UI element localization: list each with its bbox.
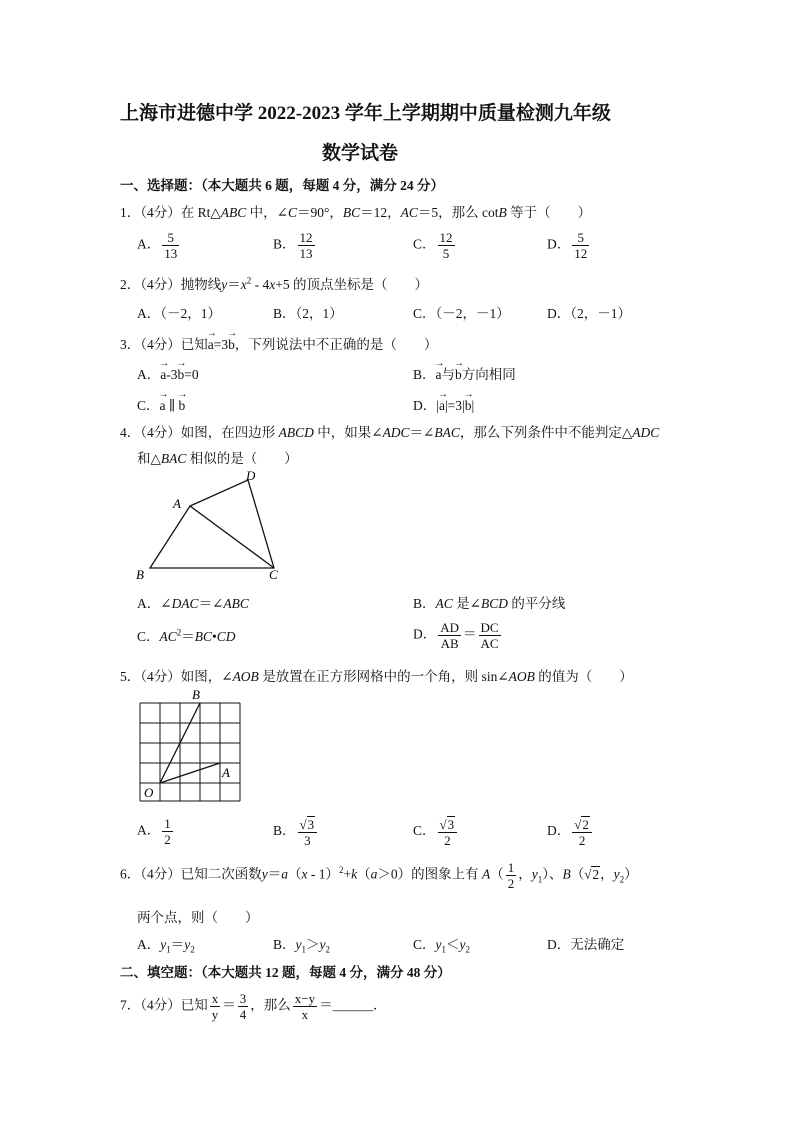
q5-option-b[interactable]: B． $\frac{√3}{3}$ bbox=[273, 816, 319, 848]
question-5-stem: 5．（4分）如图，∠AOB 是放置在正方形网格中的一个角，则 sin∠AOB 的值为（ ） bbox=[120, 669, 633, 684]
q3-option-a[interactable]: A．→ a-3→ b=0 bbox=[137, 363, 199, 383]
q5-option-a[interactable]: A． $\frac{1}{2}$ bbox=[137, 816, 171, 847]
q5-option-d[interactable]: D． $\frac{√2}{2}$ bbox=[547, 816, 594, 848]
q5-label-b: B bbox=[192, 687, 200, 702]
question-6-stem-line2: 两个点，则（ ） bbox=[137, 910, 259, 925]
q1-option-d[interactable]: D． $\frac{5}{12}$ bbox=[547, 230, 588, 261]
q3-option-d[interactable]: D．|→ a|=3|→ b| bbox=[413, 394, 474, 414]
q2-option-a[interactable]: A．（－2，1） bbox=[137, 306, 221, 321]
section-choice-heading: 一、选择题：（本大题共 6 题，每题 4 分，满分 24 分） bbox=[120, 178, 444, 193]
question-3-stem: 3．（4分）已知→ a=3→ b，下列说法中不正确的是（ ） bbox=[120, 333, 437, 353]
q5-label-a: A bbox=[222, 765, 230, 780]
q4-label-d: D bbox=[246, 468, 256, 483]
question-2-stem: 2．（4分）抛物线$y=x^2 - 4x+5$ 的顶点坐标是（ ） bbox=[120, 275, 428, 292]
question-1-stem: 1．（4分）在 Rt△ABC 中，∠C＝90°，BC＝12，AC＝5，那么 cotB 等于（ ） bbox=[120, 205, 592, 220]
q3-option-b[interactable]: B．→ a与→ b方向相同 bbox=[413, 363, 516, 383]
q4-option-a[interactable]: A．∠DAC＝∠ABC bbox=[137, 596, 249, 611]
title-line-1: 上海市进德中学 2022-2023 学年上学期期中质量检测九年级 bbox=[120, 103, 611, 124]
q4-diagonal-ac bbox=[190, 506, 274, 568]
q5-grid-figure bbox=[130, 686, 250, 804]
q1-option-c[interactable]: C． $\frac{12}{5}$ bbox=[413, 230, 453, 261]
q6-option-b[interactable]: B．$y_1>y_2$ bbox=[273, 937, 331, 955]
q6-option-d[interactable]: D．无法确定 bbox=[547, 937, 625, 952]
q2-option-c[interactable]: C．（－2，－1） bbox=[413, 306, 510, 321]
question-6-stem: 6．（4分）已知二次函数y＝a（x - 1）$^2$+k（a＞0）的图象上有 A（ $\frac{1}{2}$ ，$y_1$）、B（√2，$y_2$） bbox=[120, 860, 638, 891]
section-fill-heading: 二、填空题：（本大题共 12 题，每题 4 分，满分 48 分） bbox=[120, 965, 451, 980]
question-7-stem: 7．（4分）已知 $\frac{x}{y}$ ＝ $\frac{3}{4}$ ，那么 $\frac{x-y}{x}$ ＝______． bbox=[120, 991, 387, 1022]
q6-option-c[interactable]: C．$y_1<y_2$ bbox=[413, 937, 471, 955]
q7-answer-blank[interactable]: ______ bbox=[332, 997, 374, 1013]
title-line-2: 数学试卷 bbox=[322, 143, 399, 164]
q4-option-c[interactable]: C．$AC^2=BC•CD$ bbox=[137, 627, 236, 644]
q5-option-c[interactable]: C． $\frac{√3}{2}$ bbox=[413, 816, 459, 848]
q1-option-b[interactable]: B． $\frac{12}{13}$ bbox=[273, 230, 313, 261]
q5-label-o: O bbox=[144, 785, 154, 800]
q3-option-c[interactable]: C．→ a ∥ → b bbox=[137, 394, 185, 414]
q4-option-b[interactable]: B．AC 是∠BCD 的平分线 bbox=[413, 596, 566, 611]
q5-grid bbox=[140, 703, 240, 801]
q4-label-c: C bbox=[269, 567, 278, 582]
q1-option-a[interactable]: A． $\frac{5}{13}$ bbox=[137, 230, 178, 261]
q4-label-b: B bbox=[136, 567, 144, 582]
q2-option-b[interactable]: B．（2，1） bbox=[273, 306, 343, 321]
question-4-stem-line2: 和△BAC 相似的是（ ） bbox=[137, 451, 298, 466]
q4-option-d[interactable]: D． $\frac{AD}{AB}$ ＝ $\frac{DC}{AC}$ bbox=[413, 620, 499, 651]
q4-label-a: A bbox=[173, 496, 181, 511]
q4-quadrilateral-figure bbox=[130, 468, 300, 586]
question-4-stem: 4．（4分）如图，在四边形 ABCD 中，如果∠ADC＝∠BAC，那么下列条件中不能判定△ADC bbox=[120, 425, 660, 440]
q2-option-d[interactable]: D．（2，－1） bbox=[547, 306, 631, 321]
q6-option-a[interactable]: A．$y_1=y_2$ bbox=[137, 937, 195, 955]
